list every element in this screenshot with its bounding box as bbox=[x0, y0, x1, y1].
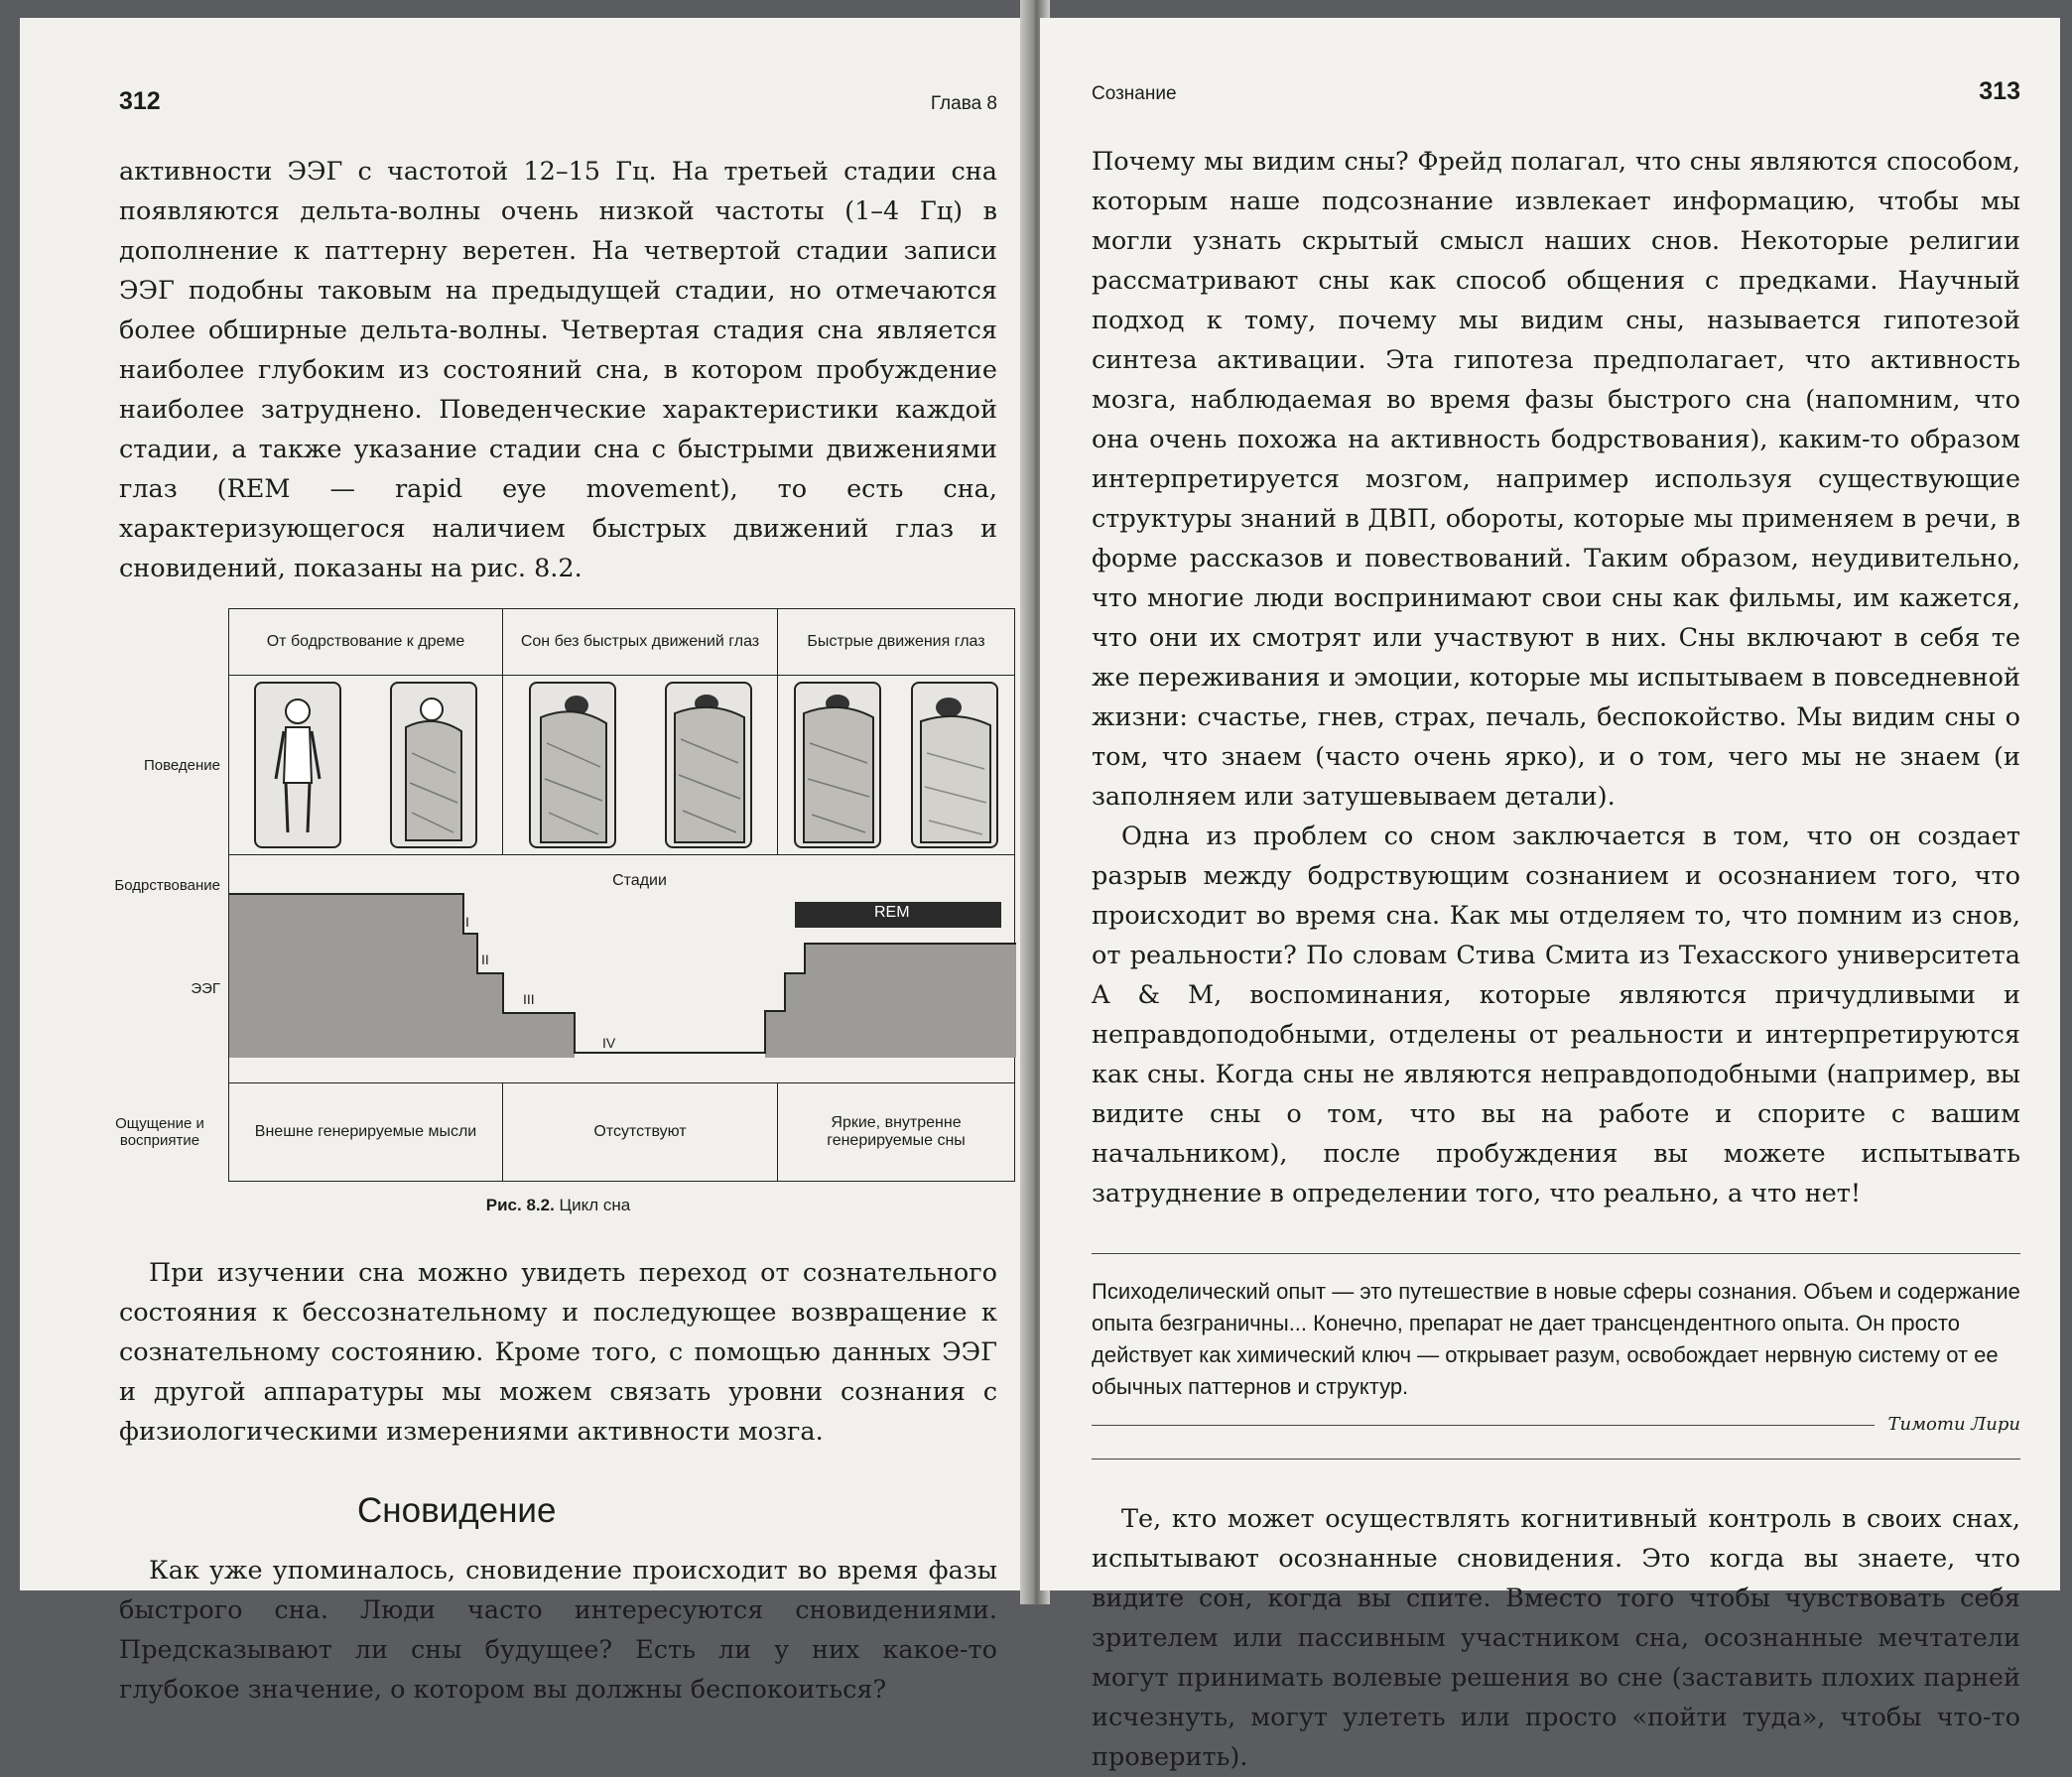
perception-wake: Внешне генерируемые мысли bbox=[228, 1082, 502, 1182]
figure-caption bbox=[99, 1196, 1017, 1215]
right-paragraph-2: Одна из проблем со сном заключается в том, что он создает разрыв между бодрствующим сознанием и осознанием того, что происходит во время сна. Как мы отделяем то, что помним из снов, от реальности? По словам Стива Смита из Техасского университета A & M, воспоминания, которые являются причудливыми и неправдоподобными, отделены от реальности и интерпретируются как сны. Когда сны не являются неправдоподобными (например, вы видите сны о том, что вы на работе и спорите с вашим начальником), после пробуждения вы можете испытывать затруднение в определении того, что реально, а что нет! bbox=[1092, 822, 2020, 1208]
person-in-bed-illustration bbox=[390, 682, 477, 848]
perception-nrem: Отсутствуют bbox=[502, 1082, 777, 1182]
chapter-title: Глава 8 bbox=[930, 93, 997, 114]
stage-mark-2: II bbox=[481, 952, 489, 967]
col-header-nrem: Сон без быстрых движений глаз bbox=[502, 608, 777, 676]
sleep-cycle-figure bbox=[99, 608, 1017, 1215]
sleeper-stage-2-illustration bbox=[665, 682, 752, 848]
figure-caption-text: Цикл сна bbox=[559, 1196, 631, 1214]
left-paragraph-3: Как уже упоминалось, сновидение происходит во время фазы быстрого сна. Люди часто интересуются сновидениями. Предсказывают ли сны будущее? Есть ли у них какое-то глубокое значение, о котором вы должны беспокоиться? bbox=[119, 1556, 997, 1705]
epigraph-author: Тимоти Лири bbox=[1887, 1414, 2020, 1435]
sleeper-stage-3-illustration bbox=[794, 682, 881, 848]
left-paragraph-1: активности ЭЭГ с частотой 12–15 Гц. На третьей стадии сна появляются дельта-волны очень низкой частоты (1–4 Гц) в дополнение к паттерну веретен. На четвертой стадии записи ЭЭГ подобны таковым на предыдущей стадии, но отмечаются более обширные дельта-волны. Четвертая стадия сна является наиболее глубоким из состояний сна, в котором пробуждение наиболее затруднено. Поведенческие характеристики каждой стадии, а также указание стадии сна с быстрыми движениями глаз (REM — rapid eye movement), то есть сна, характеризующегося наличием быстрых движений глаз и сновидений, показаны на рис. 8.2. bbox=[119, 157, 997, 583]
right-page bbox=[1040, 18, 2060, 1772]
col-header-rem: Быстрые движения глаз bbox=[777, 608, 1015, 676]
chapter-title-right: Сознание bbox=[1092, 83, 1177, 104]
standing-person-illustration bbox=[254, 682, 341, 848]
eeg-hypnogram bbox=[228, 894, 1015, 1082]
row-label-perception: Ощущение и восприятие bbox=[115, 1115, 204, 1149]
sleeper-rem-illustration bbox=[911, 682, 998, 848]
sleeper-stage-1-illustration bbox=[529, 682, 616, 848]
stages-label: Стадии bbox=[502, 854, 777, 894]
stage-mark-3: III bbox=[523, 991, 535, 1007]
behavior-nrem-cell bbox=[502, 676, 777, 854]
row-label-wakefulness: Бодрствование bbox=[114, 877, 220, 894]
epigraph-quote: Психоделический опыт — это путешествие в новые сферы сознания. Объем и содержание опыта безграничны... Конечно, препарат не дает трансцендентного опыта. Он просто действует как химический ключ — открывает разум, освобождает нервную систему от ее обычных паттернов и структур. bbox=[1092, 1279, 2020, 1399]
rem-bar-label: REM bbox=[874, 904, 910, 921]
right-page-number: 313 bbox=[1979, 77, 2020, 105]
stage-mark-4: IV bbox=[602, 1035, 616, 1051]
right-paragraph-3: Те, кто может осуществлять когнитивный контроль в своих снах, испытывают осознанные сновидения. Это когда вы знаете, что видите сон, когда вы спите. Вместо того чтобы чувствовать себя зрителем или пассивным участником сна, осознанные мечтатели могут принимать волевые решения во сне (заставить плохих парней исчезнуть, могут улететь или просто «пойти туда», чтобы что-то проверить). bbox=[1092, 1504, 2020, 1772]
behavior-wake-cell bbox=[228, 676, 502, 854]
right-paragraph-1: Почему мы видим сны? Фрейд полагал, что сны являются способом, которым наше подсознание извлекает информацию, чтобы мы могли узнать скрытый смысл наших снов. Некоторые религии рассматривают сны как способ общения с предками. Научный подход к тому, почему мы видим сны, называется гипотезой синтеза активации. Эта гипотеза предполагает, что активность мозга, наблюдаемая во время фазы быстрого сна (напомним, что она очень похожа на активность бодрствования), каким-то образом интерпретируется мозгом, например используя существующие структуры знаний в ДВП, обороты, которые мы применяем в речи, в форме рассказов и повествований. Таким образом, неудивительно, что многие люди воспринимают свои сны как фильмы, им кажется, что они их смотрят или участвуют в них. Сны включают в себя те же переживания и эмоции, которые мы испытываем в повседневной жизни: счастье, гнев, страх, печаль, беспокойство. Мы видим сны о том, что знаем (часто очень ярко), и о том, чего мы не знаем (и заполняем или затушевываем детали). bbox=[1092, 147, 2020, 812]
perception-rem: Яркие, внутренне генерируемые сны bbox=[777, 1082, 1015, 1182]
left-paragraph-2: При изучении сна можно увидеть переход от сознательного состояния к бессознательному и последующее возвращение к сознательному состоянию. Кроме того, с помощью данных ЭЭГ и другой аппаратуры мы можем связать уровни сознания с физиологическими измерениями активности мозга. bbox=[119, 1258, 997, 1447]
left-running-head bbox=[119, 87, 997, 116]
left-page bbox=[20, 18, 1027, 1705]
figure-caption-number: Рис. 8.2. bbox=[485, 1196, 555, 1214]
stage-mark-1: I bbox=[465, 914, 469, 930]
behavior-rem-cell bbox=[777, 676, 1015, 854]
section-title-dreaming: Сновидение bbox=[357, 1491, 557, 1530]
row-label-behavior: Поведение bbox=[143, 756, 220, 774]
epigraph-block bbox=[1092, 1253, 2020, 1460]
row-label-eeg: ЭЭГ bbox=[191, 979, 220, 997]
col-header-wake-to-drowsy: От бодрствование к дреме bbox=[228, 608, 502, 676]
left-page-number: 312 bbox=[119, 87, 161, 115]
right-running-head bbox=[1092, 77, 2020, 106]
